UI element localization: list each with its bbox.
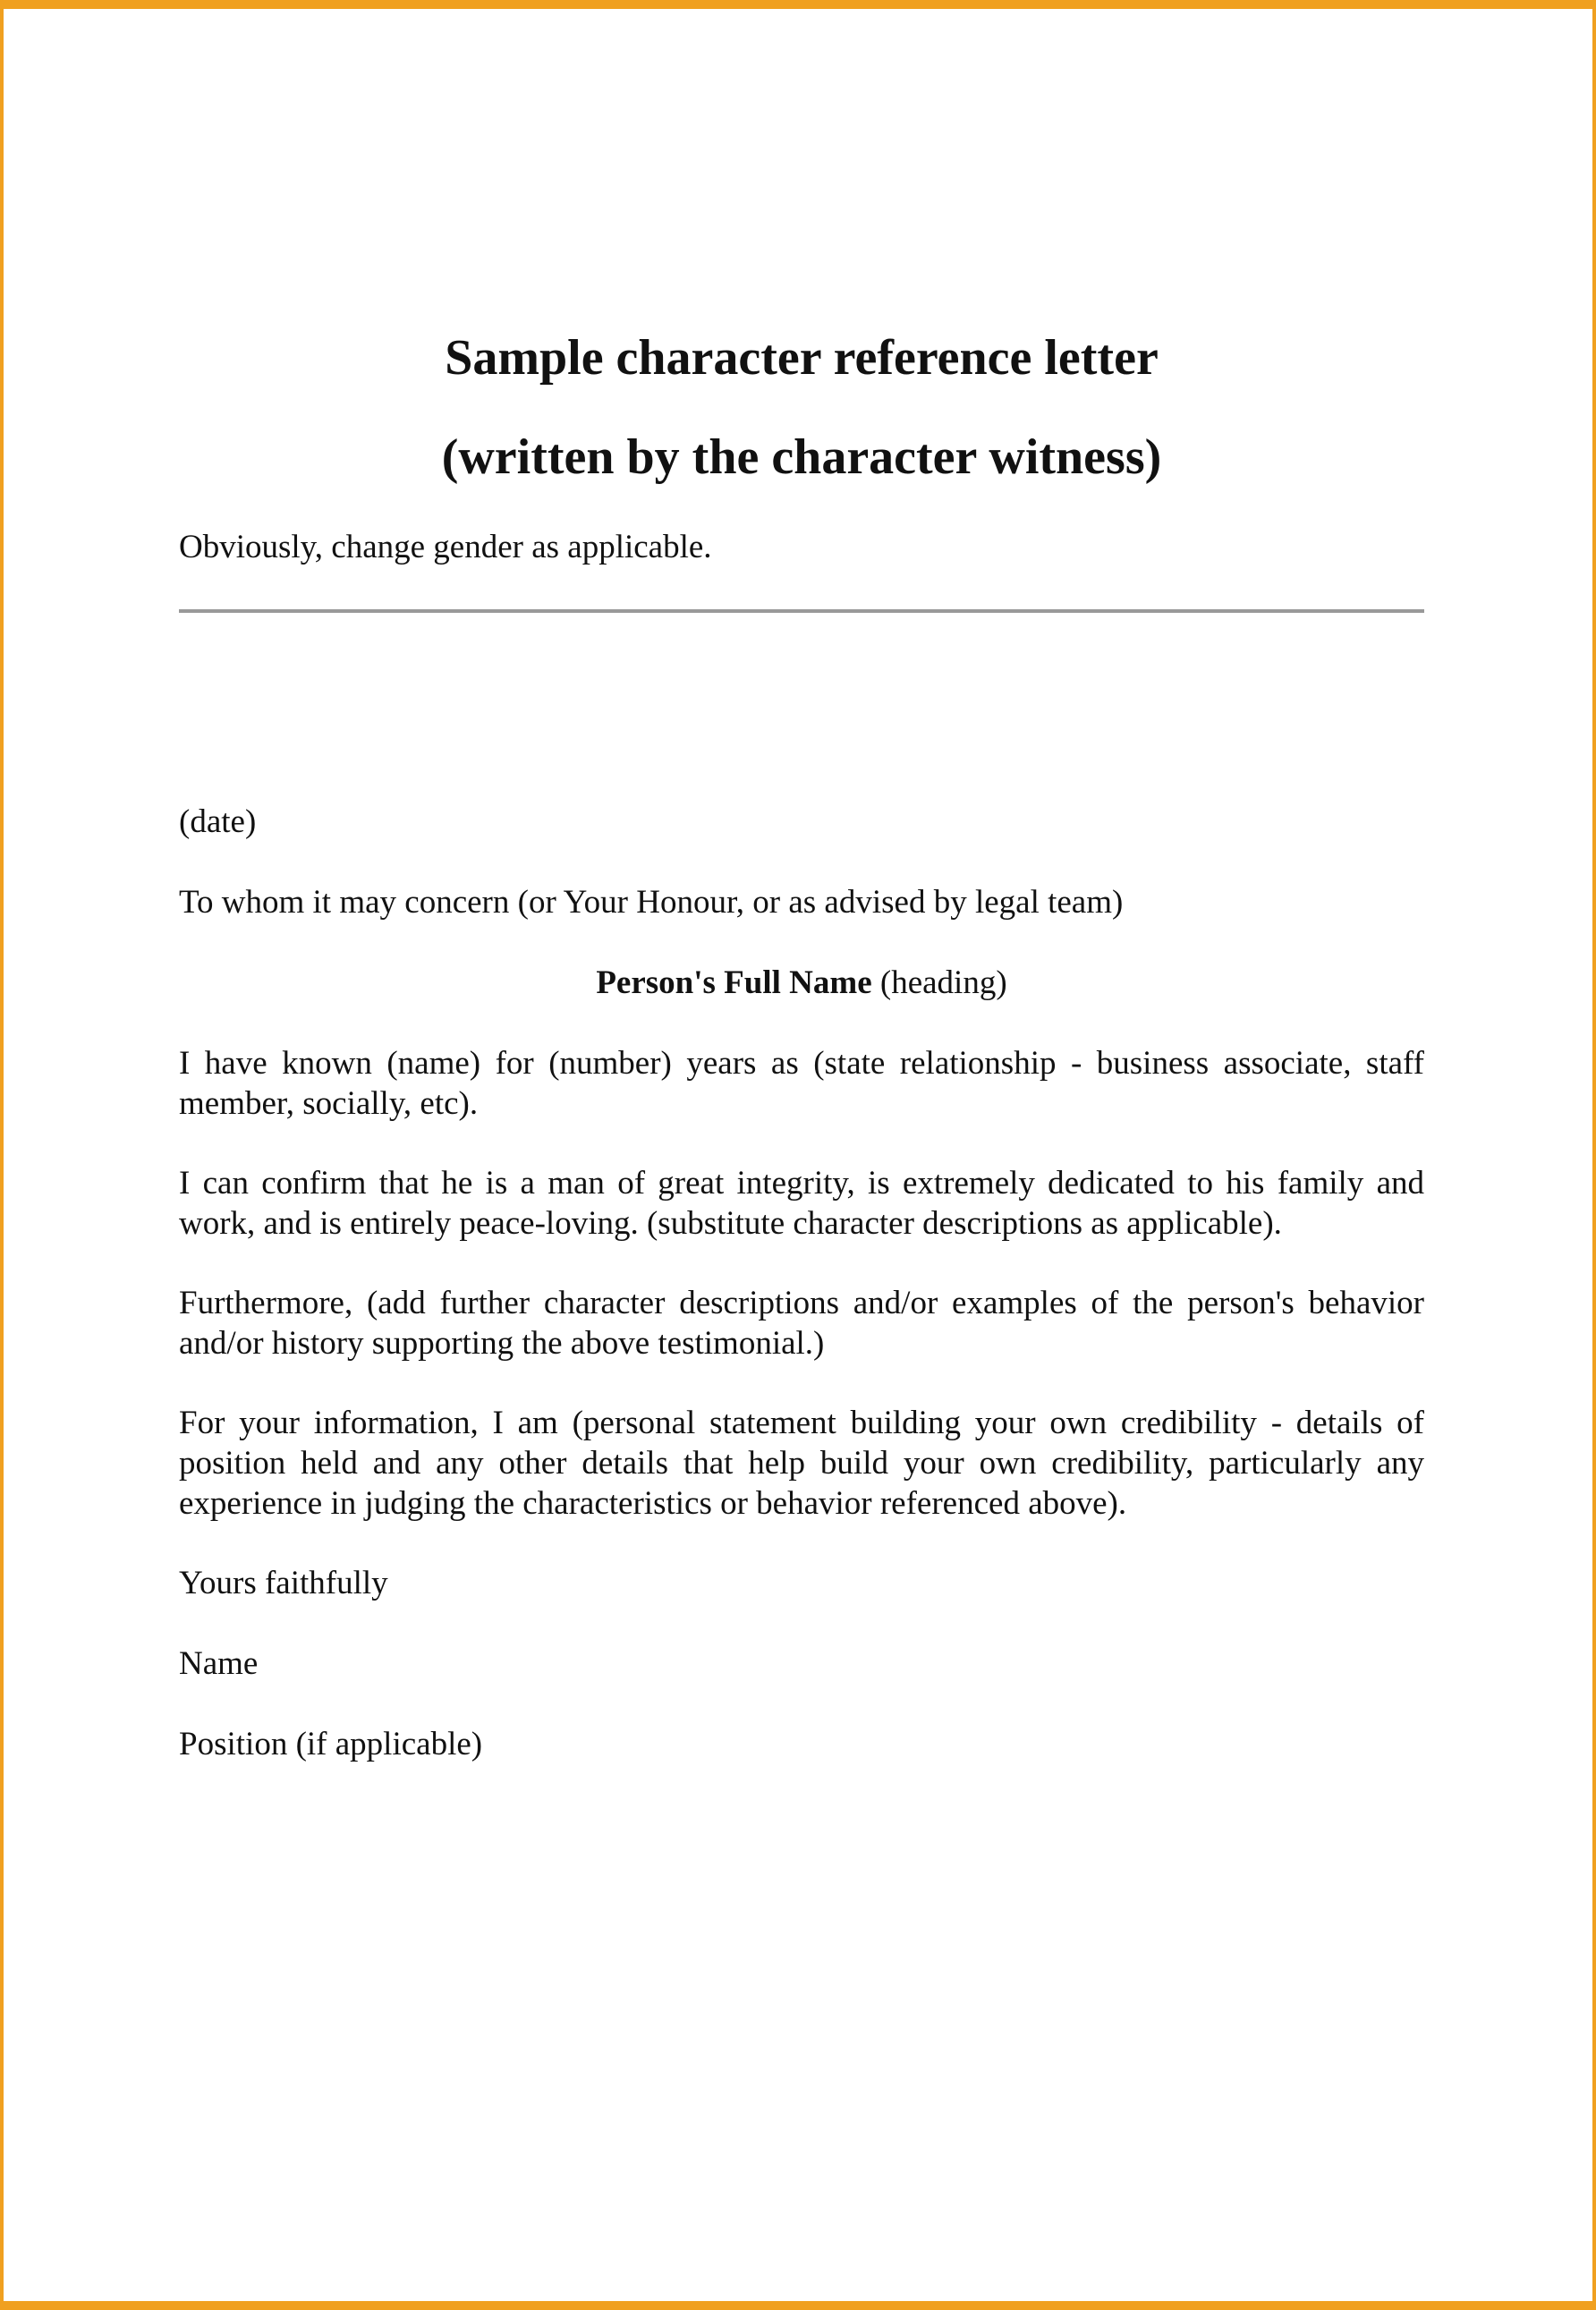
subject-suffix: (heading) (871, 964, 1007, 1001)
paragraph-character: I can confirm that he is a man of great integrity, is extremely dedicated to his family and work, and is entirely peace-loving. (substitute character descriptions as applicable). (179, 1165, 1424, 1242)
subject-name: Person's Full Name (596, 964, 872, 1001)
paragraph-relationship: I have known (name) for (number) years as (state relationship - business associate, staff member, socially, etc). (179, 1045, 1424, 1122)
letter-salutation: To whom it may concern (or Your Honour, or as advised by legal team) (179, 884, 1124, 921)
horizontal-divider (179, 609, 1424, 613)
letter-closing: Yours faithfully (179, 1565, 388, 1601)
instruction-note: Obviously, change gender as applicable. (179, 529, 712, 565)
letter-date: (date) (179, 803, 257, 840)
paragraph-further: Furthermore, (add further character descriptions and/or examples of the person's behavior and/or history supporting the above testimonial.) (179, 1285, 1424, 1362)
signature-position: Position (if applicable) (179, 1726, 483, 1762)
letter-subject-heading (179, 963, 1424, 1003)
signature-name: Name (179, 1645, 259, 1682)
document-title: Sample character reference letter (445, 330, 1159, 386)
paragraph-credibility: For your information, I am (personal statement building your own credibility - details of position held and any other details that help build your own credibility, particularly any experience in judging the characteristics or behavior referenced above). (179, 1405, 1424, 1522)
document-subtitle: (written by the character witness) (441, 429, 1162, 485)
